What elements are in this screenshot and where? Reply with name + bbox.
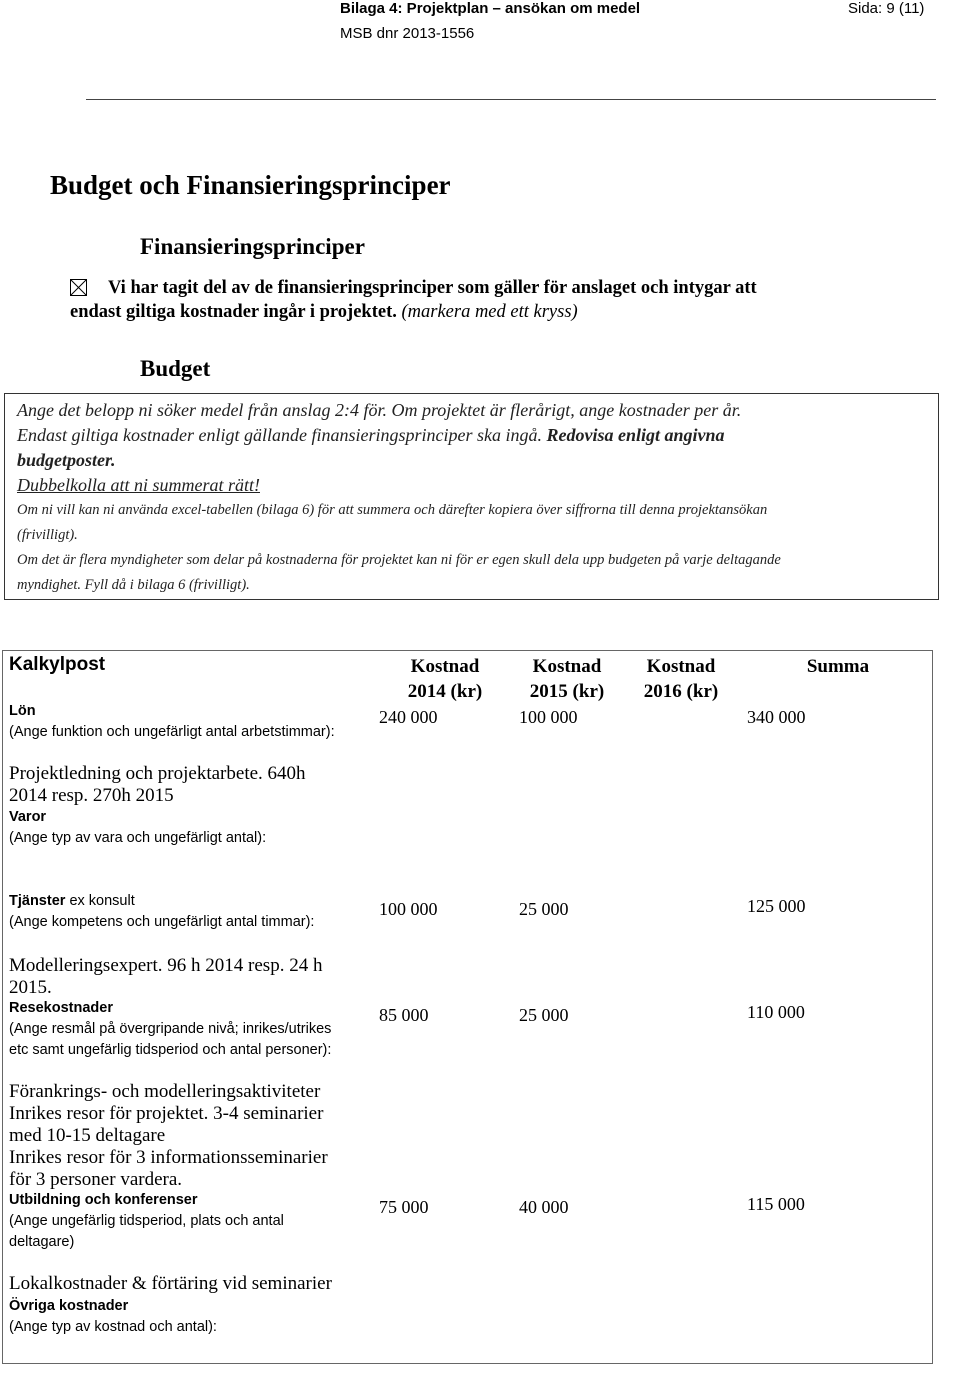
description-line: 2014 resp. 270h 2015 <box>9 785 174 806</box>
cell-summa: 340 000 <box>747 707 806 727</box>
cell-2015: 25 000 <box>519 899 569 919</box>
category-instruction: (Ange kompetens och ungefärligt antal timmar): <box>9 914 315 930</box>
cell-2015: 25 000 <box>519 1005 569 1025</box>
column-header-kalkylpost: Kalkylpost <box>9 654 106 675</box>
instruction-line: Ange det belopp ni söker medel från anslag 2:4 för. Om projektet är flerårigt, ange kostnader per år. <box>17 400 742 420</box>
instruction-emphasis: Redovisa enligt angivna <box>546 425 725 445</box>
row-category-tjanster <box>9 891 314 933</box>
header-divider <box>86 99 936 100</box>
row-category-varor <box>9 807 266 849</box>
category-name: Varor <box>9 809 47 825</box>
instruction-line <box>17 423 938 448</box>
row-description <box>9 955 322 999</box>
row-category-resekostnader <box>9 998 331 1061</box>
column-header-2015-line1: Kostnad <box>532 656 602 677</box>
instruction-line: Om det är flera myndigheter som delar på kostnaderna för projektet kan ni för er egen skull dela upp budgeten på varje deltagande <box>17 552 781 568</box>
description-line: för 3 personer vardera. <box>9 1169 183 1190</box>
row-description <box>9 1273 332 1295</box>
category-instruction: etc samt ungefärlig tidsperiod och antal personer): <box>9 1042 332 1058</box>
section-heading-budget: Budget <box>140 356 211 381</box>
cell-2014: 100 000 <box>379 899 438 919</box>
document-dnr: MSB dnr 2013-1556 <box>340 25 475 42</box>
instruction-line: budgetposter. <box>17 450 116 470</box>
column-header-summa: Summa <box>806 656 870 677</box>
column-header-2014-line2: 2014 (kr) <box>407 681 483 702</box>
budget-instructions-box <box>4 393 939 600</box>
cell-2015: 100 000 <box>519 707 578 727</box>
section-heading-finansiering: Finansieringsprinciper <box>140 234 365 259</box>
category-instruction: (Ange funktion och ungefärligt antal arbetstimmar): <box>9 724 335 740</box>
description-line: Förankrings- och modelleringsaktiviteter <box>9 1081 321 1102</box>
row-category-lon <box>9 701 335 743</box>
column-header-2016 <box>611 654 751 704</box>
statement-line-1: Vi har tagit del av de finansieringsprinciper som gäller för anslaget och intygar att <box>108 278 757 298</box>
instruction-line: myndighet. Fyll då i bilaga 6 (frivilligt). <box>17 577 250 593</box>
row-description <box>9 763 306 807</box>
cell-summa: 115 000 <box>747 1194 805 1214</box>
budget-table <box>2 650 933 1364</box>
description-line: med 10-15 deltagare <box>9 1125 166 1146</box>
category-instruction: (Ange ungefärlig tidsperiod, plats och antal <box>9 1213 284 1229</box>
column-header-2014 <box>375 654 515 704</box>
row-description <box>9 1081 328 1191</box>
category-name: Utbildning och konferenser <box>9 1192 198 1208</box>
category-name: Lön <box>9 703 36 719</box>
category-example: ex konsult <box>65 893 135 909</box>
description-line: Lokalkostnader & förtäring vid seminarier <box>9 1273 332 1294</box>
category-instruction: (Ange resmål på övergripande nivå; inrikes/utrikes <box>9 1021 332 1037</box>
cell-2014: 85 000 <box>379 1005 429 1025</box>
instruction-text: Endast giltiga kostnader enligt gällande finansieringsprinciper ska ingå. <box>17 425 542 445</box>
cell-summa: 110 000 <box>747 1002 805 1022</box>
category-instruction: (Ange typ av kostnad och antal): <box>9 1319 217 1335</box>
statement-line-2-text: endast giltiga kostnader ingår i projektet. <box>70 302 397 322</box>
cell-2015: 40 000 <box>519 1197 569 1217</box>
description-line: 2015. <box>9 977 52 998</box>
description-line: Modelleringsexpert. 96 h 2014 resp. 24 h <box>9 955 323 976</box>
row-category-utbildning <box>9 1190 284 1253</box>
statement-line-2 <box>70 300 930 324</box>
description-line: Inrikes resor för projektet. 3-4 seminarier <box>9 1103 324 1124</box>
finansiering-statement <box>70 276 930 324</box>
instruction-line: Dubbelkolla att ni summerat rätt! <box>17 475 260 495</box>
column-header-2015-line2: 2015 (kr) <box>529 681 605 702</box>
column-header-2016-line1: Kostnad <box>646 656 716 677</box>
page-number: Sida: 9 (11) <box>848 0 925 17</box>
category-name: Övriga kostnader <box>9 1298 129 1314</box>
cell-summa: 125 000 <box>747 896 806 916</box>
column-header-2014-line1: Kostnad <box>410 656 480 677</box>
category-name: Tjänster <box>9 893 66 909</box>
category-instruction: deltagare) <box>9 1234 75 1250</box>
cell-2014: 240 000 <box>379 707 438 727</box>
category-instruction: (Ange typ av vara och ungefärligt antal): <box>9 830 267 846</box>
description-line: Inrikes resor för 3 informationsseminarier <box>9 1147 328 1168</box>
row-category-ovriga <box>9 1296 217 1338</box>
column-header-2016-line2: 2016 (kr) <box>643 681 719 702</box>
instruction-line: (frivilligt). <box>17 527 78 543</box>
header-title: Bilaga 4: Projektplan – ansökan om medel <box>340 0 641 17</box>
page-title: Budget och Finansieringsprinciper <box>50 170 451 200</box>
statement-hint: (markera med ett kryss) <box>401 302 578 322</box>
description-line: Projektledning och projektarbete. 640h <box>9 763 306 784</box>
instruction-line: Om ni vill kan ni använda excel-tabellen (bilaga 6) för att summera och därefter kopiera över siffrorna till denna projektansökan <box>17 502 768 518</box>
cell-2014: 75 000 <box>379 1197 429 1217</box>
category-name: Resekostnader <box>9 1000 113 1016</box>
